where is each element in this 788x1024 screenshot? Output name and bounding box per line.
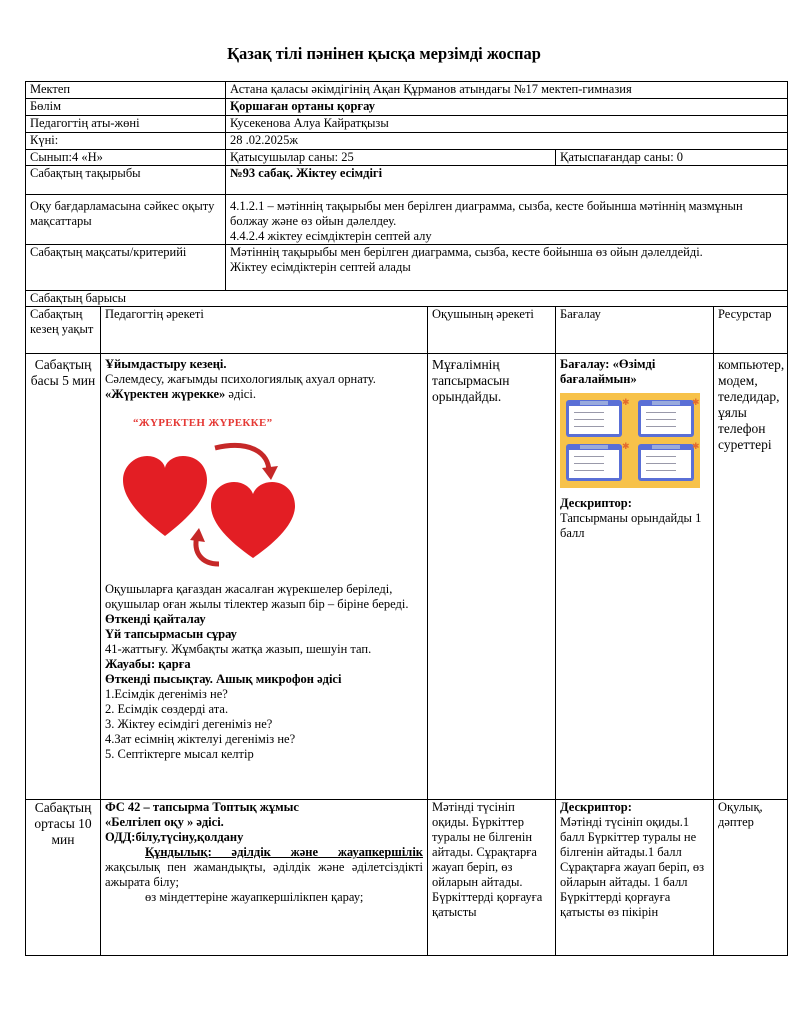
- descriptor-middle: Мәтінді түсініп оқиды.1 балл Бүркіттер туралы не білгенін айтады.1 балл Сұрақтарға жауап беріп, өз ойларын айтады. 1 балл Бүркіттерді қорғауға қатысты өз пікірін: [560, 815, 705, 919]
- question-3: 3. Жіктеу есімдігі дегеніміз не?: [105, 717, 273, 731]
- exercise-text: 41-жаттығу. Жұмбақты жатқа жазып, шешуін тап.: [105, 642, 372, 656]
- topic-value: №93 сабақ. Жіктеу есімдігі: [226, 166, 788, 195]
- review-heading: Өткенді қайталау: [105, 612, 206, 626]
- goal-2: 4.4.2.4 жіктеу есімдіктерін септей алу: [230, 229, 432, 243]
- hearts-title: “ЖҮРЕКТЕН ЖҮРЕККЕ”: [133, 417, 273, 429]
- progress-label: Сабақтың барысы: [26, 291, 788, 307]
- goals-row: [26, 195, 788, 245]
- stage-middle: Сабақтың ортасы 10 мин: [26, 800, 101, 956]
- question-4: 4.Зат есімнің жіктелуі дегеніміз не?: [105, 732, 296, 746]
- resources-middle: Оқулық, дәптер: [714, 800, 788, 956]
- assessment-title: Бағалау: «Өзімді бағалаймын»: [560, 357, 656, 386]
- goals-label: Оқу бағдарламасына сәйкес оқыту мақсаттары: [26, 195, 226, 245]
- student-activity-middle: Мәтінді түсініп оқиды. Бүркіттер туралы не білгенін айтады. Сұрақтарға жауап беріп, өз ойларын айтады. Бүркіттерді қорғауға қатысты: [428, 800, 556, 956]
- odd-heading: ОДД:білу,түсіну,қолдану: [105, 830, 244, 844]
- header-assessment: Бағалау: [556, 307, 714, 354]
- hearts-icon: [119, 428, 319, 568]
- teacher-activity-middle: [101, 800, 428, 956]
- date-label: Күні:: [26, 133, 226, 150]
- present-count: Қатысушылар саны: 25: [226, 150, 556, 166]
- method-heading: «Белгілеп оқу » әдісі.: [105, 815, 224, 829]
- cards-text: Оқушыларға қағаздан жасалған жүрекшелер беріледі, оқушылар оған жылы тілектер жазып бір – біріне береді.: [105, 582, 409, 611]
- date-row: [26, 133, 788, 150]
- section-value: Қоршаған ортаны қорғау: [226, 99, 788, 116]
- page-title: Қазақ тілі пәнінен қысқа мерзімді жоспар: [227, 44, 541, 63]
- consolidate-heading: Өткенді пысықтау. Ашық микрофон әдісі: [105, 672, 342, 686]
- class-row: [26, 150, 788, 166]
- absent-count: Қатыспағандар саны: 0: [556, 150, 788, 166]
- school-row: [26, 82, 788, 99]
- criteria-row: [26, 245, 788, 291]
- descriptor-start: Тапсырманы орындайды 1 балл: [560, 511, 702, 540]
- section-label: Бөлім: [26, 99, 226, 116]
- self-assessment-image: ✱ ✱ ✱ ✱: [560, 393, 700, 488]
- criteria-label: Сабақтың мақсаты/критерийі: [26, 245, 226, 291]
- stage-start: Сабақтың басы 5 мин: [26, 354, 101, 800]
- value-text: Құндылық: әділдік және жауапкершілік жақсылық пен жамандықты, әділдік және әділетсіздікті ажырата білу;: [105, 845, 424, 889]
- homework-heading: Үй тапсырмасын сұрау: [105, 627, 237, 641]
- teacher-value: Кусекенова Алуа Кайратқызы: [226, 116, 788, 133]
- lesson-start-row: [26, 354, 788, 800]
- criterion-1: Мәтіннің тақырыбы мен берілген диаграмма, сызба, кесте бойынша өз ойын дәлелдейді.: [230, 245, 703, 259]
- descriptor-label-middle: Дескриптор:: [560, 800, 632, 814]
- progress-row: [26, 291, 788, 307]
- header-resources: Ресурстар: [714, 307, 788, 354]
- lesson-plan-table: [25, 81, 788, 956]
- answer-text: Жауабы: қарға: [105, 657, 191, 671]
- criterion-2: Жіктеу есімдіктерін септей алады: [230, 260, 411, 274]
- question-5: 5. Септіктерге мысал келтір: [105, 747, 254, 761]
- question-2: 2. Есімдік сөздерді ата.: [105, 702, 229, 716]
- lesson-middle-row: [26, 800, 788, 956]
- assessment-middle: [556, 800, 714, 956]
- duty-text: өз міндеттеріне жауапкершілікпен қарау;: [145, 890, 364, 904]
- fs-task-heading: ФС 42 – тапсырма Топтық жұмыс: [105, 800, 299, 814]
- question-1: 1.Есімдік дегеніміз не?: [105, 687, 228, 701]
- goal-1: 4.1.2.1 – мәтіннің тақырыбы мен берілген диаграмма, сызба, кесте бойынша мәтіннің мазмұнын болжау және өз ойын дәлелдеу.: [230, 199, 743, 228]
- class-label: Сынып:4 «Н»: [26, 150, 226, 166]
- header-stage: Сабақтың кезең уақыт: [26, 307, 101, 354]
- goals-value: [226, 195, 788, 245]
- criteria-value: [226, 245, 788, 291]
- org-stage-heading: Ұйымдастыру кезеңі.: [105, 357, 227, 371]
- hearts-illustration: [105, 410, 423, 570]
- section-row: [26, 99, 788, 116]
- topic-label: Сабақтың тақырыбы: [26, 166, 226, 195]
- date-value: 28 .02.2025ж: [226, 133, 788, 150]
- teacher-activity-start: [101, 354, 428, 800]
- assessment-start: [556, 354, 714, 800]
- descriptor-label-start: Дескриптор:: [560, 496, 632, 510]
- school-label: Мектеп: [26, 82, 226, 99]
- header-student: Оқушының әрекеті: [428, 307, 556, 354]
- resources-start: компьютер, модем, теледидар, ұялы телефон суреттері: [714, 354, 788, 800]
- topic-row: [26, 166, 788, 195]
- header-row: [26, 307, 788, 354]
- greeting-text: Сәлемдесу, жағымды психологиялық ахуал орнату. «Жүректен жүрекке» әдісі.: [105, 372, 376, 401]
- school-value: Астана қаласы әкімдігінің Ақан Құрманов атындағы №17 мектеп-гимназия: [226, 82, 788, 99]
- teacher-label: Педагогтің аты-жөні: [26, 116, 226, 133]
- teacher-row: [26, 116, 788, 133]
- header-teacher: Педагогтің әрекеті: [101, 307, 428, 354]
- student-activity-start: Мұғалімнің тапсырмасын орындайды.: [428, 354, 556, 800]
